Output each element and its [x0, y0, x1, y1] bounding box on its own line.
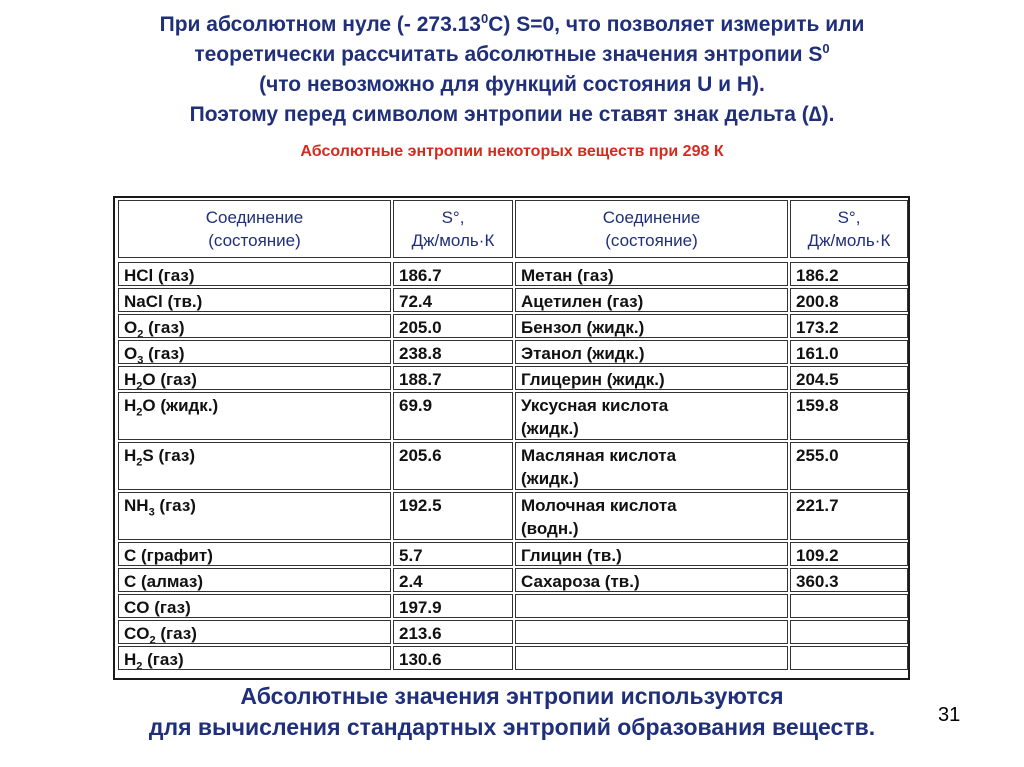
header-compound — [515, 200, 788, 258]
compound-cell — [118, 340, 391, 364]
entropy-value-cell — [393, 442, 513, 490]
compound-cell — [118, 594, 391, 618]
header-entropy — [393, 200, 513, 258]
entropy-value-cell — [790, 646, 908, 670]
compound-cell — [118, 392, 391, 440]
entropy-value: 188.7 — [399, 370, 442, 389]
entropy-value: 204.5 — [796, 370, 839, 389]
entropy-value: 173.2 — [796, 318, 839, 337]
intro-line-1 — [40, 10, 984, 40]
entropy-value-cell — [393, 340, 513, 364]
compound-cell — [515, 594, 788, 618]
entropy-value: 186.2 — [796, 266, 839, 285]
header-entropy-line-2: Дж/моль·К — [807, 231, 891, 250]
formula-subscript: 2 — [137, 328, 144, 338]
entropy-value: 197.9 — [399, 598, 442, 617]
compound-cell — [515, 340, 788, 364]
formula-subscript: 2 — [136, 380, 143, 390]
entropy-value: 360.3 — [796, 572, 839, 591]
entropy-value-cell — [790, 568, 908, 592]
footer-text — [40, 681, 984, 743]
compound-cell — [515, 542, 788, 566]
compound-state: (газ) — [142, 650, 184, 669]
entropy-value: 161.0 — [796, 344, 839, 363]
compound-name: Уксусная кислота — [521, 396, 669, 415]
entropy-value-cell — [790, 366, 908, 390]
entropy-value-cell — [393, 594, 513, 618]
formula-subscript: 2 — [136, 660, 143, 670]
table-caption: Абсолютные энтропии некоторых веществ при 298 К — [300, 143, 724, 160]
entropy-value-cell — [790, 288, 908, 312]
compound-cell — [118, 288, 391, 312]
compound-state: (газ) — [155, 624, 197, 643]
header-compound-line-1: Соединение — [205, 208, 304, 227]
compound-name: Глицерин (жидк.) — [521, 370, 665, 389]
compound-cell — [118, 542, 391, 566]
compound-formula: CO — [124, 624, 150, 643]
compound-state: (газ) — [154, 496, 196, 515]
compound-cell — [515, 492, 788, 540]
compound-cell — [118, 314, 391, 338]
header-compound-line-2: (состояние) — [208, 231, 301, 250]
compound-state: (газ) — [143, 318, 185, 337]
entropy-value-cell — [393, 542, 513, 566]
compound-state: O (газ) — [142, 370, 197, 389]
entropy-value: 109.2 — [796, 546, 839, 565]
compound-state: (водн.) — [521, 519, 579, 538]
entropy-value-cell — [393, 288, 513, 312]
entropy-value: 159.8 — [796, 396, 839, 415]
entropy-value: 205.6 — [399, 446, 442, 465]
entropy-value-cell — [790, 620, 908, 644]
entropy-value-cell — [393, 366, 513, 390]
compound-formula: H — [124, 446, 137, 465]
compound-cell — [515, 314, 788, 338]
intro-line-1-b: C) S=0, что позволяет измерить или — [488, 13, 865, 36]
compound-name: Бензол (жидк.) — [521, 318, 645, 337]
formula-subscript: 2 — [149, 634, 156, 644]
header-entropy — [790, 200, 908, 258]
entropy-value: 69.9 — [399, 396, 433, 415]
header-entropy-line-2: Дж/моль·К — [411, 231, 495, 250]
entropy-value-cell — [393, 314, 513, 338]
entropy-value: 5.7 — [399, 546, 423, 565]
entropy-value-cell — [790, 392, 908, 440]
footer-line-1: Абсолютные значения энтропии используются — [240, 683, 784, 709]
compound-state: (жидк.) — [521, 419, 579, 438]
entropy-value-cell — [790, 314, 908, 338]
formula-subscript: 3 — [137, 354, 144, 364]
compound-cell — [515, 620, 788, 644]
compound-formula: H — [124, 370, 137, 389]
compound-cell — [515, 366, 788, 390]
compound-cell — [118, 492, 391, 540]
compound-state: (жидк.) — [521, 469, 579, 488]
intro-line-2 — [40, 40, 984, 70]
entropy-value-cell — [393, 568, 513, 592]
entropy-value-cell — [790, 442, 908, 490]
compound-cell — [515, 392, 788, 440]
compound-formula: H — [124, 396, 137, 415]
intro-line-1-a: При абсолютном нуле (- 273.13 — [159, 13, 481, 36]
entropy-value: 130.6 — [399, 650, 442, 669]
compound-formula: HCl (газ) — [124, 266, 195, 285]
compound-state: O (жидк.) — [142, 396, 219, 415]
compound-cell — [515, 288, 788, 312]
compound-formula: O — [124, 318, 138, 337]
compound-cell — [118, 366, 391, 390]
compound-name: Молочная кислота — [521, 496, 677, 515]
header-entropy-line-1: S°, — [837, 208, 861, 227]
intro-text — [40, 10, 984, 130]
compound-name: Масляная кислота — [521, 446, 677, 465]
formula-subscript: 2 — [136, 406, 143, 419]
footer-line-2: для вычисления стандартных энтропий образования веществ. — [148, 714, 876, 740]
intro-line-1-sup: 0 — [480, 11, 489, 26]
entropy-value: 255.0 — [796, 446, 839, 465]
entropy-value-cell — [393, 492, 513, 540]
entropy-value-cell — [790, 542, 908, 566]
page-number: 31 — [938, 704, 961, 726]
compound-cell — [118, 620, 391, 644]
header-compound-line-2: (состояние) — [605, 231, 698, 250]
compound-name: Метан (газ) — [521, 266, 614, 285]
entropy-value-cell — [790, 492, 908, 540]
compound-name: Глицин (тв.) — [521, 546, 622, 565]
intro-line-2-a: теоретически рассчитать абсолютные значения энтропии S — [194, 43, 823, 66]
header-compound-line-1: Соединение — [602, 208, 701, 227]
compound-cell — [118, 568, 391, 592]
intro-line-3: (что невозможно для функций состояния U и H). — [259, 73, 765, 96]
compound-state: S (газ) — [142, 446, 195, 465]
entropy-value-cell — [790, 594, 908, 618]
compound-cell — [515, 646, 788, 670]
header-entropy-line-1: S°, — [441, 208, 465, 227]
compound-formula: C (алмаз) — [124, 572, 204, 591]
compound-cell — [118, 262, 391, 286]
entropy-value: 72.4 — [399, 292, 433, 311]
entropy-value: 200.8 — [796, 292, 839, 311]
entropy-value: 192.5 — [399, 496, 442, 515]
entropy-value-cell — [393, 262, 513, 286]
formula-subscript: 2 — [136, 456, 143, 469]
entropy-value: 221.7 — [796, 496, 839, 515]
compound-formula: NH — [124, 496, 149, 515]
intro-line-2-sup: 0 — [822, 41, 830, 56]
compound-formula: NaCl (тв.) — [124, 292, 203, 311]
entropy-value: 205.0 — [399, 318, 442, 337]
entropy-value-cell — [393, 620, 513, 644]
entropy-value: 2.4 — [399, 572, 423, 591]
entropy-value-cell — [393, 646, 513, 670]
compound-cell — [515, 442, 788, 490]
entropy-value: 213.6 — [399, 624, 442, 643]
entropy-value-cell — [790, 262, 908, 286]
compound-formula: H — [124, 650, 137, 669]
compound-name: Ацетилен (газ) — [521, 292, 644, 311]
entropy-value: 238.8 — [399, 344, 442, 363]
compound-cell — [118, 646, 391, 670]
compound-name: Сахароза (тв.) — [521, 572, 640, 591]
intro-line-4: Поэтому перед символом энтропии не ставят знак дельта (∆). — [189, 103, 835, 126]
header-compound — [118, 200, 391, 258]
compound-cell — [515, 262, 788, 286]
entropy-value-cell — [790, 340, 908, 364]
entropy-value-cell — [393, 392, 513, 440]
compound-cell — [515, 568, 788, 592]
compound-formula: C (графит) — [124, 546, 213, 565]
compound-cell — [118, 442, 391, 490]
formula-subscript: 3 — [148, 506, 155, 519]
compound-state: (газ) — [143, 344, 185, 363]
compound-formula: CO (газ) — [124, 598, 191, 617]
entropy-value: 186.7 — [399, 266, 442, 285]
compound-name: Этанол (жидк.) — [521, 344, 645, 363]
compound-formula: O — [124, 344, 138, 363]
